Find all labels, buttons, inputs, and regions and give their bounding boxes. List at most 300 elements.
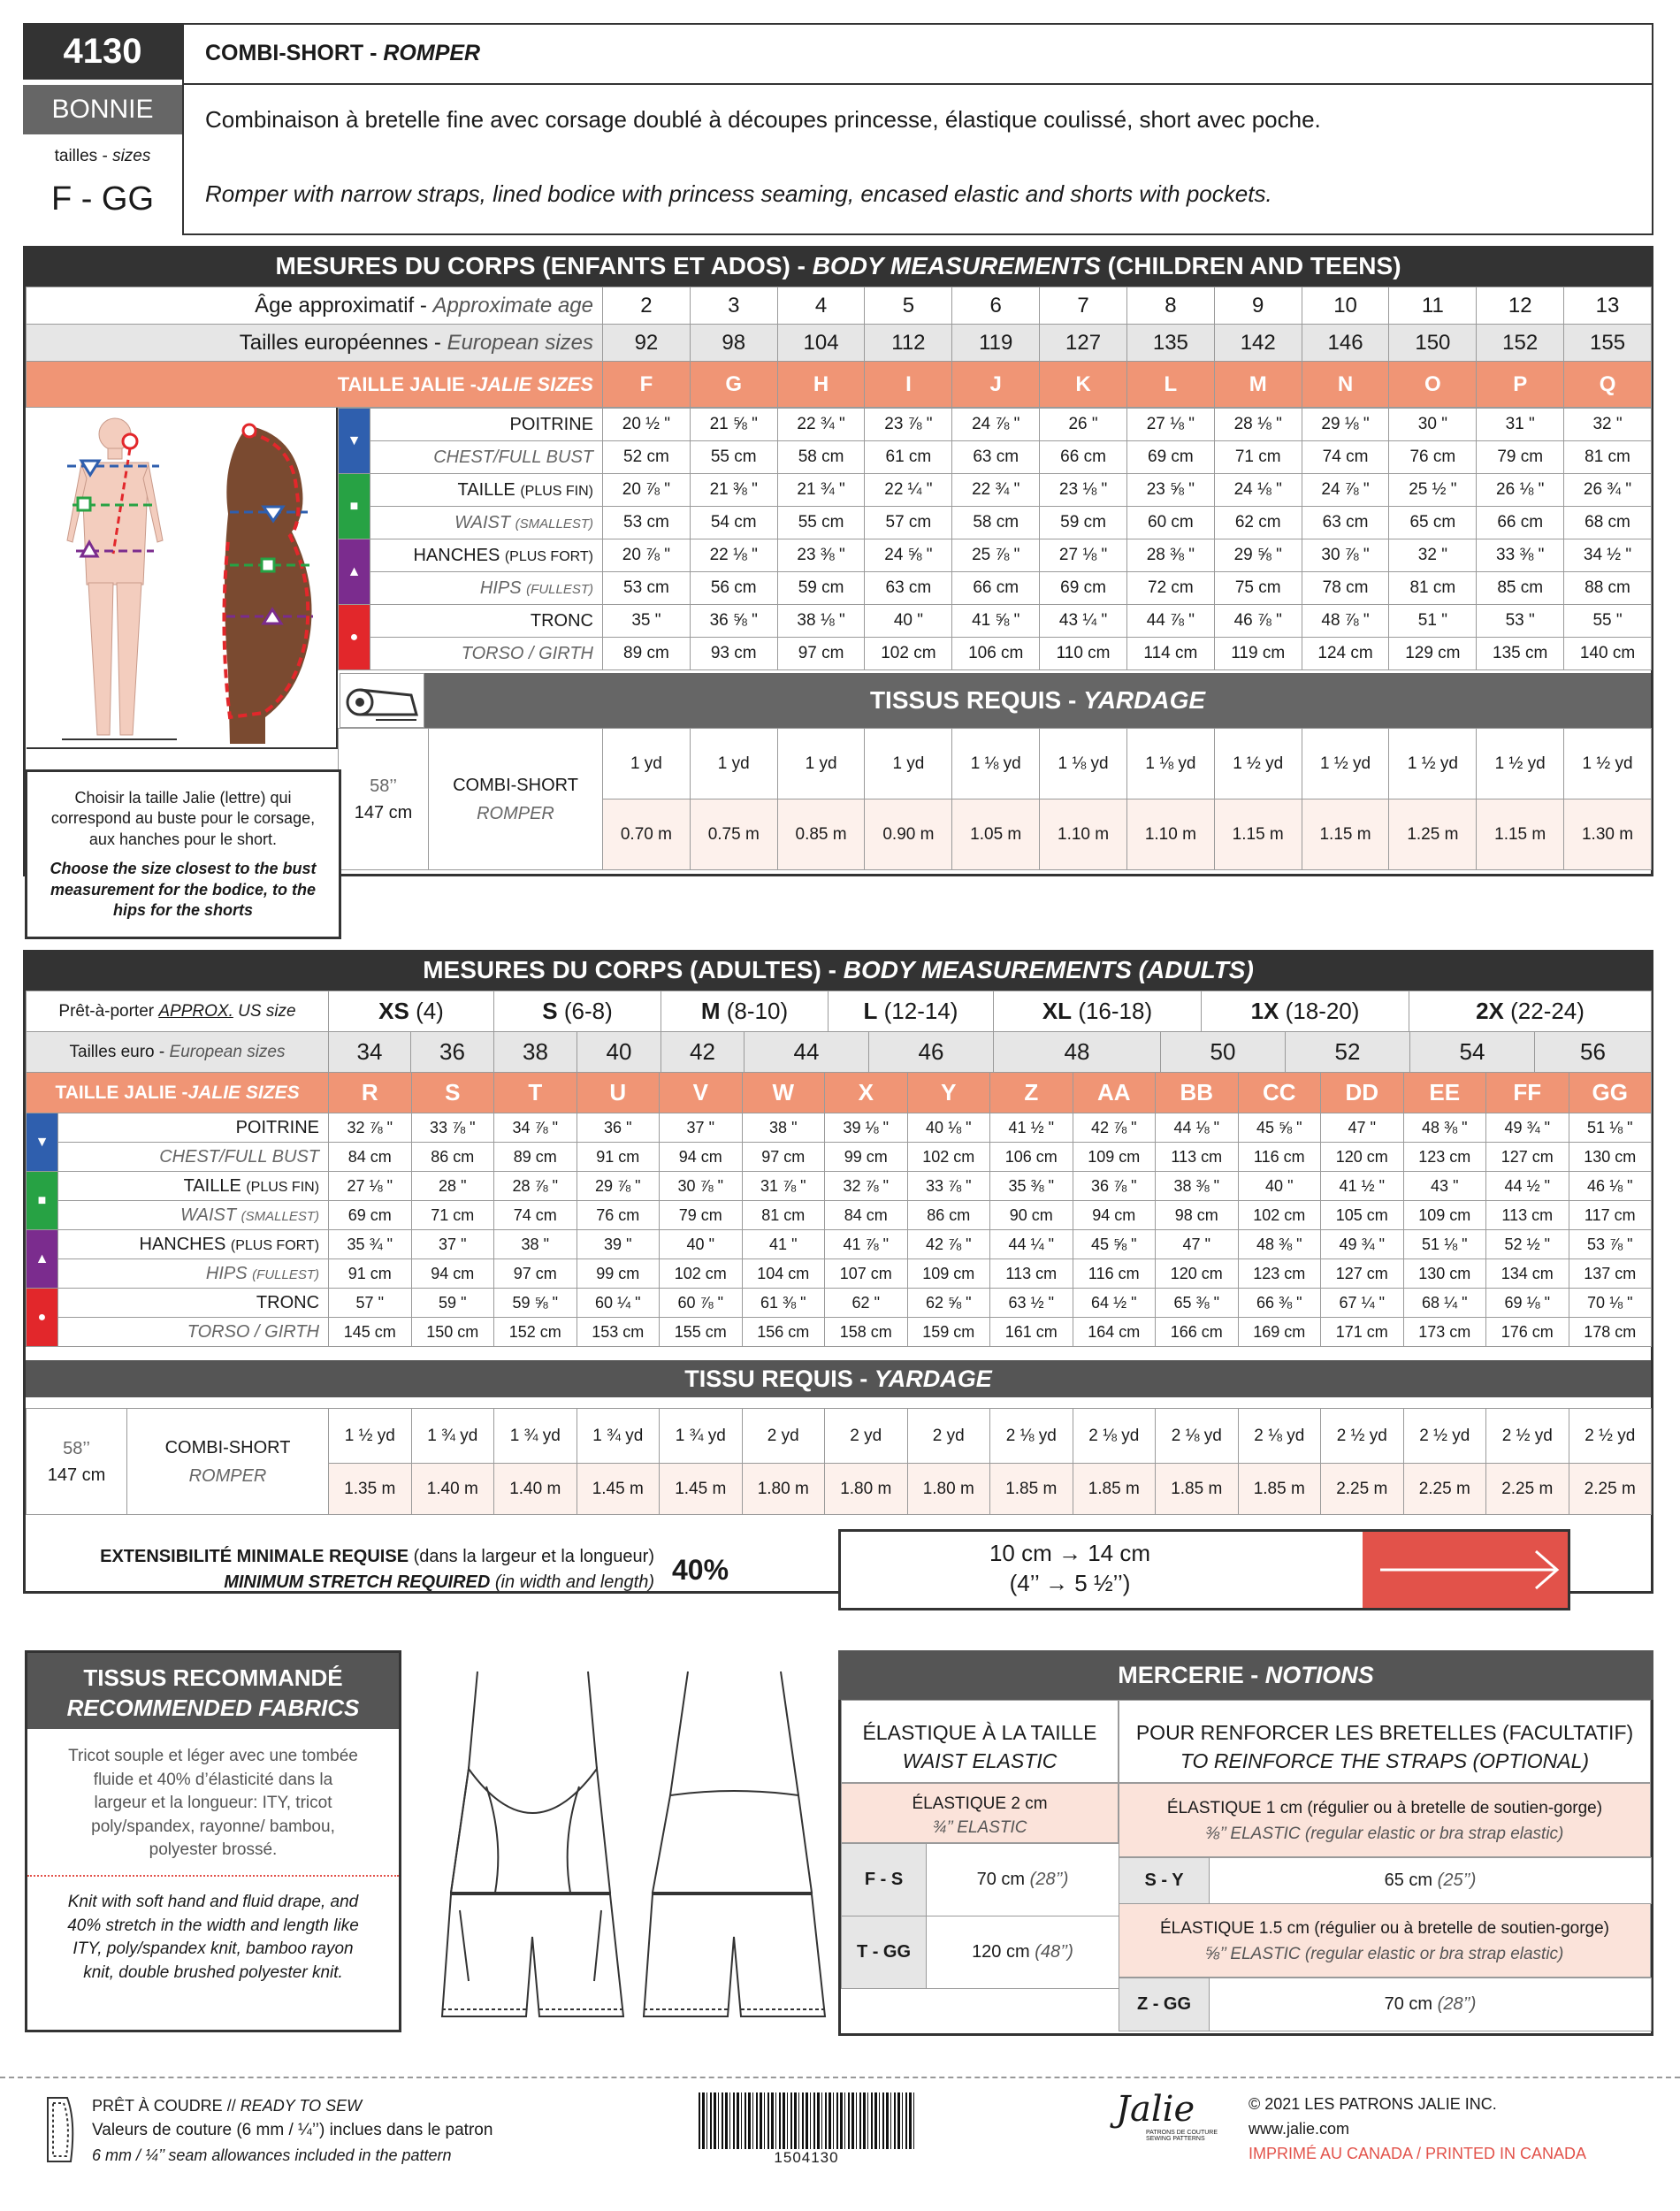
table-cell: 41 " bbox=[742, 1230, 825, 1259]
table-cell: 1.45 m bbox=[660, 1464, 743, 1515]
table-cell: 35 " bbox=[603, 605, 691, 638]
table-cell: K bbox=[1040, 362, 1127, 408]
table-cell: 24 ⅛ " bbox=[1214, 474, 1302, 507]
table-cell: 59 ⅝ " bbox=[494, 1289, 577, 1318]
children-measurement-table bbox=[338, 408, 1652, 670]
table-cell: 99 cm bbox=[577, 1259, 660, 1289]
table-cell: HANCHES (PLUS FORT) bbox=[370, 539, 603, 572]
table-cell: 51 ⅛ " bbox=[1569, 1113, 1652, 1143]
adults-euro-table bbox=[26, 1031, 1652, 1073]
table-cell: 64 ½ " bbox=[1073, 1289, 1156, 1318]
table-cell: 55 cm bbox=[690, 441, 777, 474]
adults-rtw-table bbox=[26, 991, 1652, 1032]
table-cell: 63 cm bbox=[1302, 507, 1389, 539]
table-cell: 20 ⅞ " bbox=[603, 474, 691, 507]
table-cell: 41 ½ " bbox=[1321, 1172, 1404, 1201]
table-cell: 1 yd bbox=[865, 729, 952, 799]
table-cell: 109 cm bbox=[1403, 1201, 1486, 1230]
table-cell: 164 cm bbox=[1073, 1318, 1156, 1347]
table-cell: HIPS (FULLEST) bbox=[58, 1259, 329, 1289]
table-cell: TAILLE (PLUS FIN) bbox=[58, 1172, 329, 1201]
table-cell: 1.85 m bbox=[1073, 1464, 1156, 1515]
table-cell: 150 cm bbox=[411, 1318, 494, 1347]
table-cell: 68 ¼ " bbox=[1403, 1289, 1486, 1318]
table-cell: 109 cm bbox=[907, 1259, 990, 1289]
table-cell: 66 cm bbox=[1040, 441, 1127, 474]
table-cell: 23 ⅝ " bbox=[1126, 474, 1214, 507]
table-cell: 97 cm bbox=[494, 1259, 577, 1289]
table-cell: BB bbox=[1156, 1073, 1239, 1113]
table-cell: 40 " bbox=[1238, 1172, 1321, 1201]
table-cell: 28 " bbox=[411, 1172, 494, 1201]
table-cell: 26 " bbox=[1040, 409, 1127, 441]
table-cell: 1.40 m bbox=[494, 1464, 577, 1515]
table-cell: 9 bbox=[1214, 287, 1302, 325]
table-cell: 74 cm bbox=[494, 1201, 577, 1230]
table-cell: 36 " bbox=[577, 1113, 660, 1143]
table-cell: F - S bbox=[842, 1844, 927, 1916]
fabric-width: 58’’ 147 cm bbox=[27, 1409, 127, 1515]
table-cell: 1X (18-20) bbox=[1202, 991, 1409, 1032]
table-cell: 2 ⅛ yd bbox=[990, 1409, 1073, 1464]
table-cell: 1 ½ yd bbox=[329, 1409, 412, 1464]
table-cell: 40 bbox=[577, 1032, 661, 1073]
copyright-block: © 2021 LES PATRONS JALIE INC. www.jalie.com IMPRIMÉ AU CANADA / PRINTED IN CANADA bbox=[1249, 2095, 1587, 2162]
table-cell: 2.25 m bbox=[1403, 1464, 1486, 1515]
table-cell: I bbox=[865, 362, 952, 408]
table-cell: 45 ⅝ " bbox=[1238, 1113, 1321, 1143]
table-cell: N bbox=[1302, 362, 1389, 408]
table-cell: 88 cm bbox=[1564, 572, 1652, 605]
table-cell: EE bbox=[1403, 1073, 1486, 1113]
table-cell: 27 ⅛ " bbox=[1126, 409, 1214, 441]
arrow-right-icon bbox=[1363, 1532, 1568, 1608]
table-cell: 35 ⅜ " bbox=[990, 1172, 1073, 1201]
table-cell: 92 bbox=[603, 325, 691, 362]
table-cell: 146 bbox=[1302, 325, 1389, 362]
table-cell: 29 ⅛ " bbox=[1302, 409, 1389, 441]
table-cell: 10 bbox=[1302, 287, 1389, 325]
table-cell: 91 cm bbox=[329, 1259, 412, 1289]
table-cell: 2 ⅛ yd bbox=[1073, 1409, 1156, 1464]
table-cell: 56 cm bbox=[690, 572, 777, 605]
table-cell: 1.85 m bbox=[1156, 1464, 1239, 1515]
table-cell: 65 cm (25’’) bbox=[1210, 1858, 1652, 1904]
circle-icon: ● bbox=[27, 1289, 58, 1347]
table-cell: 36 bbox=[411, 1032, 494, 1073]
table-cell: 21 ⅜ " bbox=[690, 474, 777, 507]
table-cell: 1.80 m bbox=[825, 1464, 908, 1515]
table-cell: L bbox=[1126, 362, 1214, 408]
table-cell: 178 cm bbox=[1569, 1318, 1652, 1347]
table-cell: 156 cm bbox=[742, 1318, 825, 1347]
table-cell: 22 ¾ " bbox=[952, 474, 1040, 507]
table-cell: 119 cm bbox=[1214, 638, 1302, 670]
table-cell: 176 cm bbox=[1486, 1318, 1569, 1347]
table-cell: 53 cm bbox=[603, 507, 691, 539]
fabric-roll-icon bbox=[340, 673, 424, 728]
table-cell: 51 " bbox=[1389, 605, 1477, 638]
table-cell: 53 cm bbox=[603, 572, 691, 605]
table-cell: 47 " bbox=[1321, 1113, 1404, 1143]
table-cell: TORSO / GIRTH bbox=[370, 638, 603, 670]
table-cell: 119 bbox=[952, 325, 1040, 362]
table-cell: 142 bbox=[1214, 325, 1302, 362]
table-cell: POITRINE bbox=[370, 409, 603, 441]
garment-back-drawing bbox=[635, 1663, 829, 2034]
table-cell: 2.25 m bbox=[1321, 1464, 1404, 1515]
table-cell: 27 ⅛ " bbox=[1040, 539, 1127, 572]
table-cell: 25 ⅞ " bbox=[952, 539, 1040, 572]
table-cell: 2.25 m bbox=[1486, 1464, 1569, 1515]
table-cell: 49 ¾ " bbox=[1321, 1230, 1404, 1259]
table-cell: 26 ⅛ " bbox=[1477, 474, 1564, 507]
table-cell: 60 ⅞ " bbox=[660, 1289, 743, 1318]
table-cell: 31 " bbox=[1477, 409, 1564, 441]
table-cell: O bbox=[1389, 362, 1477, 408]
table-cell: 74 cm bbox=[1302, 441, 1389, 474]
waist-elastic-table bbox=[841, 1843, 1119, 1989]
table-cell: 5 bbox=[865, 287, 952, 325]
table-cell: J bbox=[952, 362, 1040, 408]
table-cell: X bbox=[825, 1073, 908, 1113]
table-cell: 63 ½ " bbox=[990, 1289, 1073, 1318]
table-cell: W bbox=[742, 1073, 825, 1113]
table-cell: FF bbox=[1486, 1073, 1569, 1113]
table-cell: 30 ⅞ " bbox=[1302, 539, 1389, 572]
table-cell: 8 bbox=[1126, 287, 1214, 325]
table-cell: 0.75 m bbox=[690, 799, 777, 870]
table-cell: 145 cm bbox=[329, 1318, 412, 1347]
table-cell: 41 ⅞ " bbox=[825, 1230, 908, 1259]
table-cell: 22 ¼ " bbox=[865, 474, 952, 507]
table-cell: 105 cm bbox=[1321, 1201, 1404, 1230]
stretch-percent: 40% bbox=[672, 1554, 729, 1586]
table-cell: 152 cm bbox=[494, 1318, 577, 1347]
triangle-up-icon: ▲ bbox=[339, 539, 370, 605]
table-cell: 12 bbox=[1477, 287, 1564, 325]
table-cell: 63 cm bbox=[952, 441, 1040, 474]
table-cell: 22 ⅛ " bbox=[690, 539, 777, 572]
strap-reinforce-header: POUR RENFORCER LES BRETELLES (FACULTATIF) TO REINFORCE THE STRAPS (OPTIONAL) bbox=[1119, 1700, 1651, 1783]
table-cell: 1 yd bbox=[777, 729, 865, 799]
table-cell: 2 ½ yd bbox=[1403, 1409, 1486, 1464]
triangle-down-icon: ▼ bbox=[27, 1113, 58, 1172]
table-cell: 65 ⅜ " bbox=[1156, 1289, 1239, 1318]
table-cell: 4 bbox=[777, 287, 865, 325]
table-cell: 120 cm bbox=[1321, 1143, 1404, 1172]
table-cell: 65 cm bbox=[1389, 507, 1477, 539]
table-cell: 150 bbox=[1389, 325, 1477, 362]
table-cell: 81 cm bbox=[742, 1201, 825, 1230]
page-title: COMBI-SHORT - ROMPER bbox=[205, 41, 481, 65]
table-cell: 112 bbox=[865, 325, 952, 362]
table-cell: 55 cm bbox=[777, 507, 865, 539]
table-cell: 61 ⅜ " bbox=[742, 1289, 825, 1318]
table-cell: 1.80 m bbox=[742, 1464, 825, 1515]
table-cell: 38 " bbox=[742, 1113, 825, 1143]
strap-elastic-15cm-table bbox=[1119, 1978, 1652, 2031]
table-cell: 120 cm (48’’) bbox=[927, 1916, 1119, 1989]
table-cell: 63 cm bbox=[865, 572, 952, 605]
table-cell: 33 ⅜ " bbox=[1477, 539, 1564, 572]
table-cell: 24 ⅞ " bbox=[952, 409, 1040, 441]
table-cell: 2 yd bbox=[825, 1409, 908, 1464]
table-cell: 155 cm bbox=[660, 1318, 743, 1347]
table-cell: 28 ⅜ " bbox=[1126, 539, 1214, 572]
table-cell: 38 ⅜ " bbox=[1156, 1172, 1239, 1201]
table-cell: 37 " bbox=[660, 1113, 743, 1143]
table-cell: 32 " bbox=[1564, 409, 1652, 441]
table-cell: 75 cm bbox=[1214, 572, 1302, 605]
table-cell: 69 ⅛ " bbox=[1486, 1289, 1569, 1318]
table-cell: 1 ½ yd bbox=[1389, 729, 1477, 799]
table-cell: 158 cm bbox=[825, 1318, 908, 1347]
table-cell: 106 cm bbox=[990, 1143, 1073, 1172]
table-cell: 91 cm bbox=[577, 1143, 660, 1172]
table-cell: 36 ⅞ " bbox=[1073, 1172, 1156, 1201]
table-cell: T bbox=[494, 1073, 577, 1113]
table-cell: 66 cm bbox=[952, 572, 1040, 605]
jalie-size-label: TAILLE JALIE -JALIE SIZES bbox=[27, 362, 603, 408]
table-cell: 20 ⅞ " bbox=[603, 539, 691, 572]
table-cell: 2 ½ yd bbox=[1321, 1409, 1404, 1464]
table-cell: 114 cm bbox=[1126, 638, 1214, 670]
waist-elastic-header: ÉLASTIQUE À LA TAILLE WAIST ELASTIC bbox=[841, 1700, 1119, 1783]
table-cell: 1 ½ yd bbox=[1214, 729, 1302, 799]
table-cell: 34 ⅞ " bbox=[494, 1113, 577, 1143]
table-cell: 110 cm bbox=[1040, 638, 1127, 670]
children-yardage-title: TISSUS REQUIS - YARDAGE bbox=[424, 673, 1651, 728]
rtw-label: Prêt-à-porter APPROX. US size bbox=[27, 991, 329, 1032]
table-cell: 54 cm bbox=[690, 507, 777, 539]
table-cell: 1.85 m bbox=[990, 1464, 1073, 1515]
table-cell: 59 " bbox=[411, 1289, 494, 1318]
table-cell: V bbox=[660, 1073, 743, 1113]
table-cell: 130 cm bbox=[1569, 1143, 1652, 1172]
table-cell: 1.15 m bbox=[1214, 799, 1302, 870]
table-cell: 86 cm bbox=[411, 1143, 494, 1172]
table-cell: 113 cm bbox=[990, 1259, 1073, 1289]
table-cell: H bbox=[777, 362, 865, 408]
adults-euro-label: Tailles euro - European sizes bbox=[27, 1032, 329, 1073]
table-cell: 57 cm bbox=[865, 507, 952, 539]
table-cell: 0.85 m bbox=[777, 799, 865, 870]
pattern-name: BONNIE bbox=[23, 85, 182, 134]
table-cell: 32 ⅞ " bbox=[329, 1113, 412, 1143]
table-cell: 20 ½ " bbox=[603, 409, 691, 441]
table-cell: 1 ¾ yd bbox=[577, 1409, 660, 1464]
waist-elastic-type: ÉLASTIQUE 2 cm ¾’’ ELASTIC bbox=[841, 1783, 1119, 1843]
strap-elastic-15cm: ÉLASTIQUE 1.5 cm (régulier ou à bretelle de soutien-gorge) ⅝’’ ELASTIC (regular elastic or bra strap elastic) bbox=[1119, 1903, 1651, 1978]
table-cell: 44 ⅞ " bbox=[1126, 605, 1214, 638]
square-icon: ■ bbox=[27, 1172, 58, 1230]
table-cell: 21 ⅝ " bbox=[690, 409, 777, 441]
table-cell: T - GG bbox=[842, 1916, 927, 1989]
table-cell: 46 ⅞ " bbox=[1214, 605, 1302, 638]
table-cell: M bbox=[1214, 362, 1302, 408]
jalie-logo: Jalie PATRONS DE COUTURE SEWING PATTERNS bbox=[1116, 2089, 1218, 2142]
table-cell: U bbox=[577, 1073, 660, 1113]
table-cell: 93 cm bbox=[690, 638, 777, 670]
table-cell: 130 cm bbox=[1403, 1259, 1486, 1289]
table-cell: P bbox=[1477, 362, 1564, 408]
table-cell: Z bbox=[990, 1073, 1073, 1113]
table-cell: 2 yd bbox=[907, 1409, 990, 1464]
children-yardage-table bbox=[338, 728, 1652, 870]
table-cell: 124 cm bbox=[1302, 638, 1389, 670]
table-cell: 59 cm bbox=[777, 572, 865, 605]
table-cell: 39 " bbox=[577, 1230, 660, 1259]
fabric-width: 58’’ 147 cm bbox=[339, 729, 429, 870]
table-cell: 1 ¾ yd bbox=[411, 1409, 494, 1464]
table-cell: 76 cm bbox=[1389, 441, 1477, 474]
table-cell: 97 cm bbox=[742, 1143, 825, 1172]
adults-jalie-label: TAILLE JALIE -JALIE SIZES bbox=[27, 1073, 329, 1113]
table-cell: 36 ⅝ " bbox=[690, 605, 777, 638]
table-cell: 127 bbox=[1040, 325, 1127, 362]
table-cell: 102 cm bbox=[1238, 1201, 1321, 1230]
table-cell: 135 bbox=[1126, 325, 1214, 362]
table-cell: 1 ⅛ yd bbox=[1126, 729, 1214, 799]
table-cell: AA bbox=[1073, 1073, 1156, 1113]
table-cell: 2 ⅛ yd bbox=[1238, 1409, 1321, 1464]
garment-label: COMBI-SHORT ROMPER bbox=[127, 1409, 329, 1515]
table-cell: 1 ½ yd bbox=[1564, 729, 1652, 799]
table-cell: 99 cm bbox=[825, 1143, 908, 1172]
table-cell: 98 cm bbox=[1156, 1201, 1239, 1230]
table-cell: 2.25 m bbox=[1569, 1464, 1652, 1515]
table-cell: 1.35 m bbox=[329, 1464, 412, 1515]
table-cell: 1.85 m bbox=[1238, 1464, 1321, 1515]
stretch-label: EXTENSIBILITÉ MINIMALE REQUISE (dans la largeur et la longueur) MINIMUM STRETCH REQUIRED (in width and length) bbox=[100, 1547, 654, 1592]
table-cell: 1 ¾ yd bbox=[494, 1409, 577, 1464]
children-title: MESURES DU CORPS (ENFANTS ET ADOS) - BODY MEASUREMENTS (CHILDREN AND TEENS) bbox=[23, 246, 1653, 287]
table-cell: 60 cm bbox=[1126, 507, 1214, 539]
table-cell: 2X (22-24) bbox=[1409, 991, 1652, 1032]
table-cell: TRONC bbox=[370, 605, 603, 638]
size-choice-note: Choisir la taille Jalie (lettre) qui correspond au buste pour le corsage, aux hanches pour le short. Choose the size closest to the bust measurement for the bodice, to the hips for the shorts bbox=[25, 769, 341, 939]
table-cell: 27 ⅛ " bbox=[329, 1172, 412, 1201]
table-cell: 89 cm bbox=[603, 638, 691, 670]
table-cell: 2 yd bbox=[742, 1409, 825, 1464]
table-cell: 48 ⅜ " bbox=[1403, 1113, 1486, 1143]
table-cell: 29 ⅞ " bbox=[577, 1172, 660, 1201]
table-cell: 11 bbox=[1389, 287, 1477, 325]
table-cell: 42 ⅞ " bbox=[907, 1230, 990, 1259]
table-cell: POITRINE bbox=[58, 1113, 329, 1143]
table-cell: 98 bbox=[690, 325, 777, 362]
table-cell: 70 cm (28’’) bbox=[927, 1844, 1119, 1916]
table-cell: 1.80 m bbox=[907, 1464, 990, 1515]
table-cell: 1 yd bbox=[603, 729, 691, 799]
table-cell: 23 ⅞ " bbox=[865, 409, 952, 441]
table-cell: 61 cm bbox=[865, 441, 952, 474]
table-cell: 84 cm bbox=[825, 1201, 908, 1230]
table-cell: 135 cm bbox=[1477, 638, 1564, 670]
table-cell: 45 ⅝ " bbox=[1073, 1230, 1156, 1259]
table-cell: 94 cm bbox=[660, 1143, 743, 1172]
table-cell: 29 ⅝ " bbox=[1214, 539, 1302, 572]
table-cell: 40 ⅛ " bbox=[907, 1113, 990, 1143]
table-cell: 0.70 m bbox=[603, 799, 691, 870]
table-cell: 85 cm bbox=[1477, 572, 1564, 605]
table-cell: 42 ⅞ " bbox=[1073, 1113, 1156, 1143]
table-cell: 153 cm bbox=[577, 1318, 660, 1347]
table-cell: 117 cm bbox=[1569, 1201, 1652, 1230]
table-cell: 69 cm bbox=[1126, 441, 1214, 474]
description-fr: Combinaison à bretelle fine avec corsage doublé à découpes princesse, élastique coulissé, short avec poche. bbox=[205, 106, 1321, 133]
table-cell: S - Y bbox=[1119, 1858, 1210, 1904]
table-cell: 70 cm (28’’) bbox=[1210, 1978, 1652, 2031]
table-cell: 123 cm bbox=[1238, 1259, 1321, 1289]
triangle-down-icon: ▼ bbox=[339, 409, 370, 474]
table-cell: 35 ¾ " bbox=[329, 1230, 412, 1259]
table-cell: 7 bbox=[1040, 287, 1127, 325]
table-cell: S (6-8) bbox=[494, 991, 661, 1032]
table-cell: 159 cm bbox=[907, 1318, 990, 1347]
table-cell: 137 cm bbox=[1569, 1259, 1652, 1289]
table-cell: 81 cm bbox=[1389, 572, 1477, 605]
table-cell: 38 " bbox=[494, 1230, 577, 1259]
table-cell: 1 ⅛ yd bbox=[1040, 729, 1127, 799]
description-en: Romper with narrow straps, lined bodice with princess seaming, encased elastic and shorts with pockets. bbox=[205, 180, 1272, 207]
fabrics-text-fr: Tricot souple et léger avec une tombée fluide et 40% d’élasticité dans la largeur et la longueur: ITY, tricot poly/spandex, rayonne/ bambou, polyester brossé. bbox=[68, 1747, 358, 1860]
table-cell: 78 cm bbox=[1302, 572, 1389, 605]
table-cell: CHEST/FULL BUST bbox=[58, 1143, 329, 1172]
table-cell: 50 bbox=[1161, 1032, 1286, 1073]
table-cell: 23 ⅛ " bbox=[1040, 474, 1127, 507]
table-cell: 140 cm bbox=[1564, 638, 1652, 670]
table-cell: GG bbox=[1569, 1073, 1652, 1113]
table-cell: HANCHES (PLUS FORT) bbox=[58, 1230, 329, 1259]
table-cell: 97 cm bbox=[777, 638, 865, 670]
table-cell: 1.10 m bbox=[1040, 799, 1127, 870]
table-cell: DD bbox=[1321, 1073, 1404, 1113]
table-cell: 58 cm bbox=[777, 441, 865, 474]
square-icon: ■ bbox=[339, 474, 370, 539]
table-cell: 46 bbox=[869, 1032, 994, 1073]
table-cell: S bbox=[411, 1073, 494, 1113]
table-cell: 28 ⅛ " bbox=[1214, 409, 1302, 441]
table-cell: CHEST/FULL BUST bbox=[370, 441, 603, 474]
table-cell: 13 bbox=[1564, 287, 1652, 325]
table-cell: 30 " bbox=[1389, 409, 1477, 441]
table-cell: 53 ⅞ " bbox=[1569, 1230, 1652, 1259]
barcode-icon bbox=[699, 2092, 914, 2149]
table-cell: 94 cm bbox=[411, 1259, 494, 1289]
table-cell: 52 bbox=[1286, 1032, 1410, 1073]
table-cell: 152 bbox=[1477, 325, 1564, 362]
table-cell: 2 bbox=[603, 287, 691, 325]
table-cell: 48 bbox=[994, 1032, 1161, 1073]
table-cell: 113 cm bbox=[1486, 1201, 1569, 1230]
table-cell: 127 cm bbox=[1486, 1143, 1569, 1172]
table-cell: 58 cm bbox=[952, 507, 1040, 539]
table-cell: 33 ⅞ " bbox=[907, 1172, 990, 1201]
strap-elastic-1cm-table bbox=[1119, 1857, 1652, 1904]
table-cell: 42 bbox=[661, 1032, 745, 1073]
table-cell: 86 cm bbox=[907, 1201, 990, 1230]
table-cell: 59 cm bbox=[1040, 507, 1127, 539]
table-cell: 30 ⅞ " bbox=[660, 1172, 743, 1201]
table-cell: 1 ½ yd bbox=[1477, 729, 1564, 799]
garment-label: COMBI-SHORT ROMPER bbox=[429, 729, 603, 870]
table-cell: 33 ⅞ " bbox=[411, 1113, 494, 1143]
table-cell: 31 ⅞ " bbox=[742, 1172, 825, 1201]
table-cell: 109 cm bbox=[1073, 1143, 1156, 1172]
table-cell: 1.15 m bbox=[1302, 799, 1389, 870]
